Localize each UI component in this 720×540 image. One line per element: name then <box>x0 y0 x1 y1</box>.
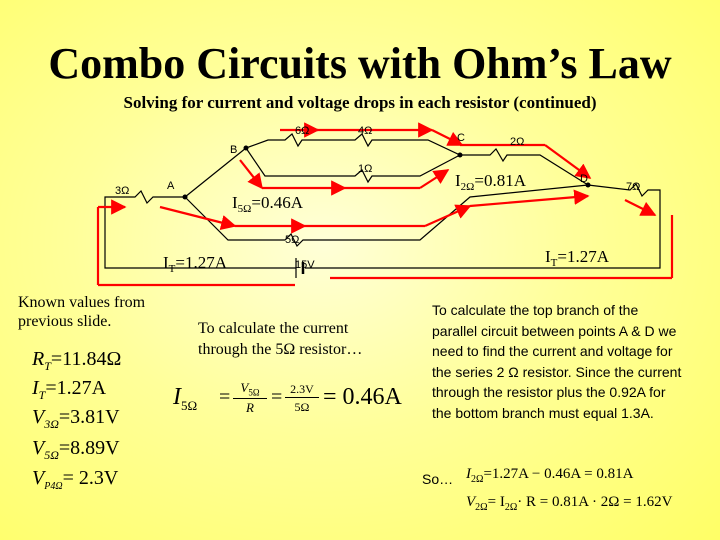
known-v3: $V_{3\Omega}=3.81V$ <box>32 406 120 431</box>
node-b-dot <box>244 146 249 151</box>
known-values-header: Known values from previous slide. <box>18 294 146 330</box>
node-c-label: C <box>457 132 465 144</box>
battery-label: 15V <box>295 259 315 271</box>
known-it: $I_T=1.27A$ <box>32 377 107 402</box>
r7-label: 7Ω <box>626 181 641 193</box>
node-d-label: D <box>580 173 588 185</box>
i2-current-label: $I_{2\Omega}=0.81A$ <box>455 171 526 193</box>
node-a-dot <box>183 195 188 200</box>
it-right-label: $I_T=1.27A$ <box>545 247 610 269</box>
node-a-label: A <box>167 180 175 192</box>
known-vp4: $V_{P4\Omega}= 2.3V$ <box>32 467 119 492</box>
r5-label: 5Ω <box>285 234 300 246</box>
i5-current-label: $I_{5\Omega}=0.46A$ <box>232 193 303 215</box>
known-v5: $V_{5\Omega}=8.89V$ <box>32 437 120 462</box>
branch-explanation: To calculate the top branch of the parallel circuit between points A & D we need to find the current and voltage for the series 2 Ω resistor. Since the current through the resistor plus the 0.92A for the bottom branch must equal 1.3A. <box>432 302 682 421</box>
known-rt: $R_T=11.84\Omega$ <box>32 348 122 373</box>
r1-label: 1Ω <box>358 163 373 175</box>
calc-description: To calculate the current through the 5Ω resistor… <box>198 320 363 358</box>
i2-equation: $I_{2\Omega}=1.27A - 0.46A = 0.81A$ <box>466 466 634 485</box>
r3-label: 3Ω <box>115 185 130 197</box>
node-b-label: B <box>230 144 238 156</box>
slide-title: Combo Circuits with Ohm’s Law <box>48 39 672 88</box>
r2-label: 2Ω <box>510 136 525 148</box>
node-c-dot <box>458 153 463 158</box>
so-label: So… <box>422 471 454 487</box>
r6-label: 6Ω <box>295 125 310 137</box>
r4-label: 4Ω <box>358 125 373 137</box>
it-left-label: $I_T=1.27A$ <box>163 253 228 275</box>
slide-subtitle: Solving for current and voltage drops in each resistor (continued) <box>123 93 597 112</box>
v2-equation: $V_{2\Omega}= I_{2\Omega}\cdot R = 0.81A \cdot 2\Omega = 1.62V$ <box>466 494 673 513</box>
